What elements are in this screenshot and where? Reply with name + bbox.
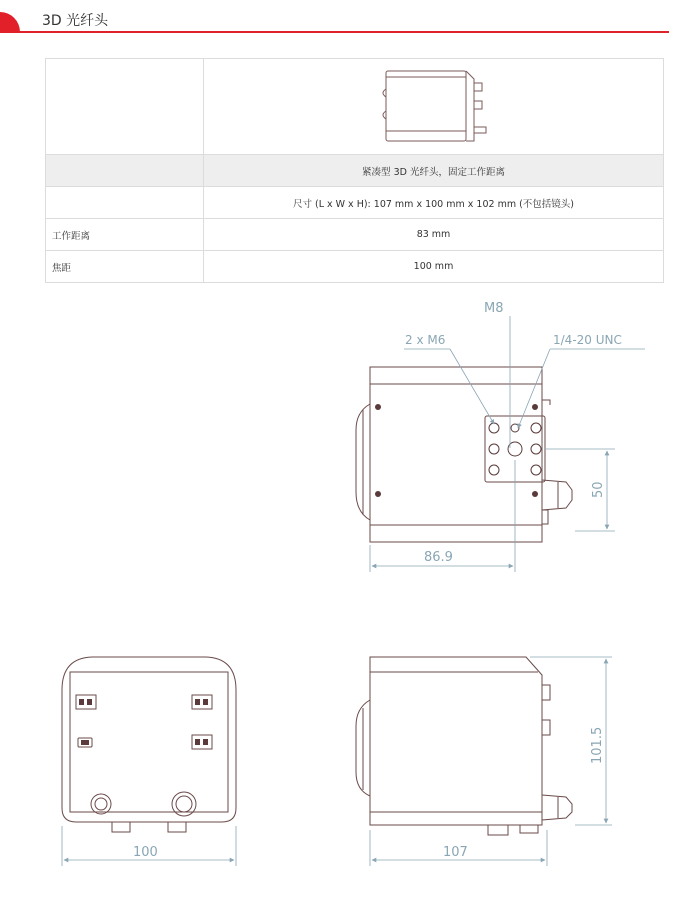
back-view-drawing [356, 301, 645, 572]
page-title: 3D 光纤头 [42, 13, 109, 29]
side-dim-height-label: 101.5 [590, 726, 605, 764]
table-cell-label: 焦距 [46, 251, 204, 283]
table-cell-value: 100 mm [204, 251, 664, 283]
callout-unc: 1/4-20 UNC [553, 333, 622, 347]
side-dim-length-label: 107 [443, 845, 468, 860]
callout-m6: 2 x M6 [405, 333, 446, 347]
front-dim-width-label: 100 [133, 845, 158, 860]
table-cell-value: 紧凑型 3D 光纤头，固定工作距离 [204, 155, 664, 187]
table-cell-value: 尺寸 (L x W x H): 107 mm x 100 mm x 102 mm (不包括镜头) [204, 187, 664, 219]
side-view-drawing [356, 657, 612, 866]
table-cell-value: 83 mm [204, 219, 664, 251]
dim-height-label: 50 [591, 481, 606, 498]
front-view-drawing [62, 657, 236, 866]
table-cell-label: 工作距离 [46, 219, 204, 251]
callout-m8: M8 [484, 301, 504, 316]
dim-width-label: 86.9 [424, 550, 453, 565]
